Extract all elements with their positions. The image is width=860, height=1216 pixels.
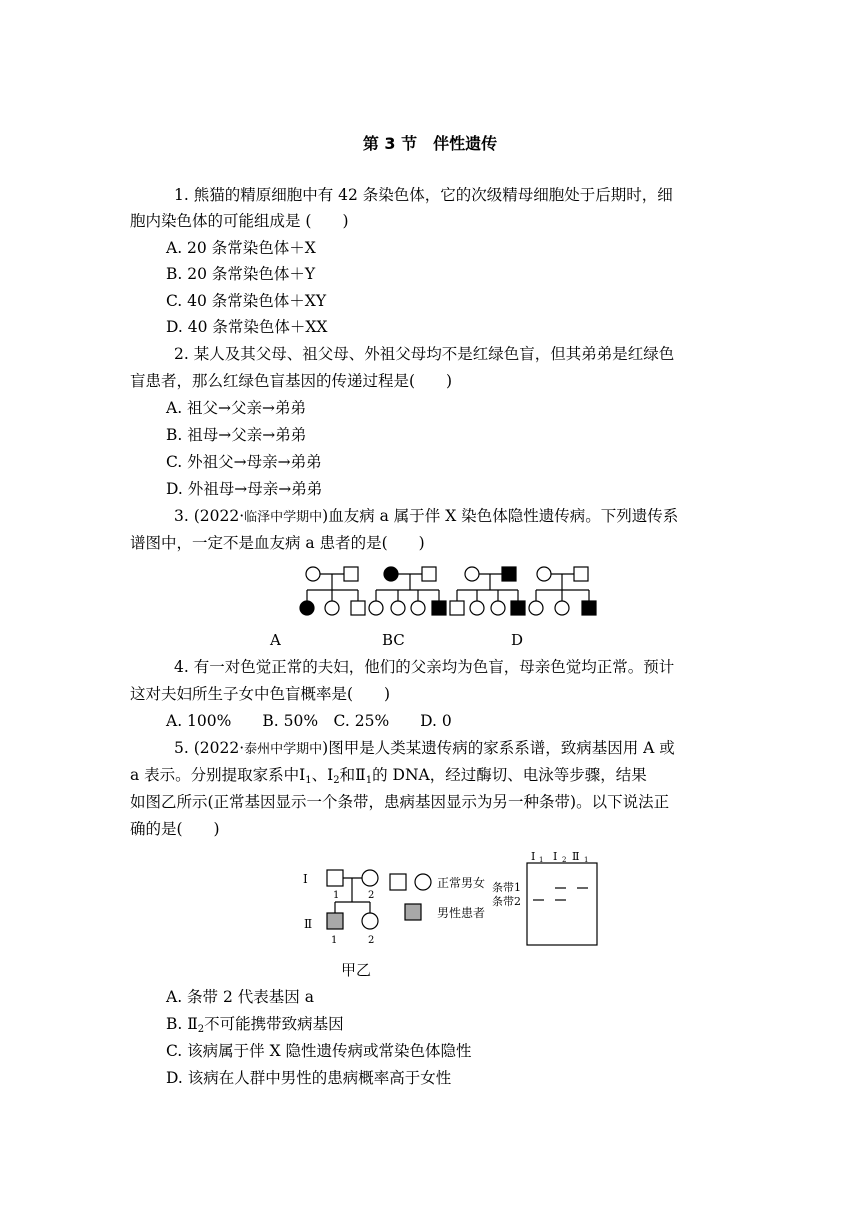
q5-stem-rest: )图甲是人类某遗传病的家系系谱，致病基因用 A 或: [322, 739, 675, 757]
pedigree-b-child-3: [411, 601, 425, 615]
q2-option-c: C. 外祖父→母亲→弟弟: [166, 453, 322, 471]
band2-label: 条带2: [492, 895, 521, 908]
page-title: 第 3 节 伴性遗传: [362, 134, 498, 153]
legend-normal-label: 正常男女: [437, 876, 486, 890]
q4-stem-line1: 4. 有一对色觉正常的夫妇，他们的父亲均为色盲，母亲色觉均正常。预计: [174, 658, 675, 676]
gel-col-i2: Ⅰ: [553, 850, 558, 863]
pedigree-b-child-1: [369, 601, 383, 615]
pedigree-label-bc: BC: [382, 631, 405, 649]
q1-stem-line1: 1. 熊猫的精原细胞中有 42 条染色体，它的次级精母细胞处于后期时，细: [174, 186, 673, 204]
q4-stem-line2: 这对夫妇所生子女中色盲概率是( ): [130, 685, 391, 703]
pedigree-d-daughter-1: [529, 601, 543, 615]
pedigree-b-mother-affected: [384, 567, 398, 581]
pedigree-c-mother: [465, 567, 479, 581]
pedigree-c-son-affected: [511, 601, 525, 615]
figure-caption: 甲乙: [341, 961, 372, 979]
gel-col-ii1: Ⅱ: [572, 850, 580, 863]
gel-box: [527, 863, 597, 945]
q3-stem-line1: [174, 505, 678, 529]
ii1-number: 1: [331, 935, 338, 946]
q5-stem-line2: a 表示。分别提取家系中$Ⅰ_1$、$Ⅰ_2$和$Ⅱ_1$的 DNA，经过酶切、电泳等步骤，结果: [130, 766, 647, 786]
q1-option-a: A. 20 条常染色体＋X: [166, 239, 316, 257]
q4-options: A. 100% B. 50% C. 25% D. 0: [166, 712, 452, 730]
q5-figure: [295, 843, 615, 981]
gel-col-i1: Ⅰ: [531, 850, 536, 863]
pedigree-a-daughter: [325, 601, 339, 615]
pedigree-b-father: [422, 567, 436, 581]
q5-source: 泰州中学期中: [244, 742, 323, 757]
pedigree-c-daughter-2: [491, 601, 505, 615]
q3-source: 临泽中学期中: [244, 510, 323, 525]
q5-prefix: 5. (2022·: [174, 739, 245, 757]
q2-stem-line2: 盲患者，那么红绿色盲基因的传递过程是( ): [130, 372, 453, 390]
q1-stem-line2: 胞内染色体的可能组成是 ( ): [130, 212, 349, 230]
legend-male-patient: [405, 904, 421, 920]
legend-normal-male: [390, 874, 406, 890]
q5-option-a: A. 条带 2 代表基因 a: [166, 988, 314, 1006]
q5-stem-line4: 确的是( ): [130, 820, 220, 838]
band1-label: 条带1: [492, 881, 521, 894]
q2-option-d: D. 外祖母→母亲→弟弟: [166, 480, 323, 498]
pedigree-d-mother: [537, 567, 551, 581]
pedigree-b-son-affected: [432, 601, 446, 615]
ii1-male-patient: [327, 913, 343, 929]
q5-option-d: D. 该病在人群中男性的患病概率高于女性: [166, 1069, 452, 1087]
pedigree-c-son-1: [450, 601, 464, 615]
svg-text:1: 1: [539, 856, 544, 864]
q5-stem-line3: 如图乙所示(正常基因显示一个条带，患病基因显示为另一种条带)。以下说法正: [130, 793, 670, 811]
ii2-number: 2: [368, 935, 375, 946]
svg-text:1: 1: [584, 856, 589, 864]
q5-option-b: B. $Ⅱ_2$不可能携带致病基因: [166, 1015, 344, 1035]
q2-option-a: A. 祖父→父亲→弟弟: [166, 399, 307, 417]
q3-stem-rest: )血友病 a 属于伴 X 染色体隐性遗传病。下列遗传系: [322, 507, 679, 525]
pedigree-a-son: [351, 601, 365, 615]
q3-pedigree-figure: [270, 560, 610, 656]
legend-normal-female: [415, 874, 431, 890]
pedigree-a-daughter-affected: [300, 601, 314, 615]
i2-number: 2: [368, 890, 375, 901]
pedigree-c-father-affected: [502, 567, 516, 581]
i2-female: [362, 870, 378, 886]
q1-option-c: C. 40 条常染色体＋XY: [166, 292, 327, 310]
pedigree-b-child-2: [391, 601, 405, 615]
pedigree-label-d: D: [511, 631, 524, 649]
pedigree-d-daughter-2: [555, 601, 569, 615]
legend-patient-label: 男性患者: [437, 906, 486, 920]
pedigree-a-father: [344, 567, 358, 581]
i1-number: 1: [333, 890, 340, 901]
q1-option-d: D. 40 条常染色体＋XX: [166, 318, 328, 336]
q3-stem-line2: 谱图中，一定不是血友病 a 患者的是( ): [130, 534, 425, 552]
ii2-female: [362, 913, 378, 929]
q1-option-b: B. 20 条常染色体＋Y: [166, 265, 316, 283]
q3-prefix: 3. (2022·: [174, 507, 245, 525]
q5-option-c: C. 该病属于伴 X 隐性遗传病或常染色体隐性: [166, 1042, 472, 1060]
generation-i-label: Ⅰ: [303, 872, 308, 886]
generation-ii-label: Ⅱ: [304, 917, 313, 931]
q5-stem-line1: [174, 737, 675, 761]
pedigree-a-mother: [306, 567, 320, 581]
svg-text:2: 2: [562, 856, 567, 864]
q2-option-b: B. 祖母→父亲→弟弟: [166, 426, 307, 444]
pedigree-d-son-affected: [582, 601, 596, 615]
q2-stem-line1: 2. 某人及其父母、祖父母、外祖父母均不是红绿色盲，但其弟弟是红绿色: [174, 345, 675, 363]
pedigree-d-father: [574, 567, 588, 581]
i1-male: [327, 870, 343, 886]
pedigree-label-a: A: [270, 631, 281, 649]
pedigree-c-daughter-1: [470, 601, 484, 615]
